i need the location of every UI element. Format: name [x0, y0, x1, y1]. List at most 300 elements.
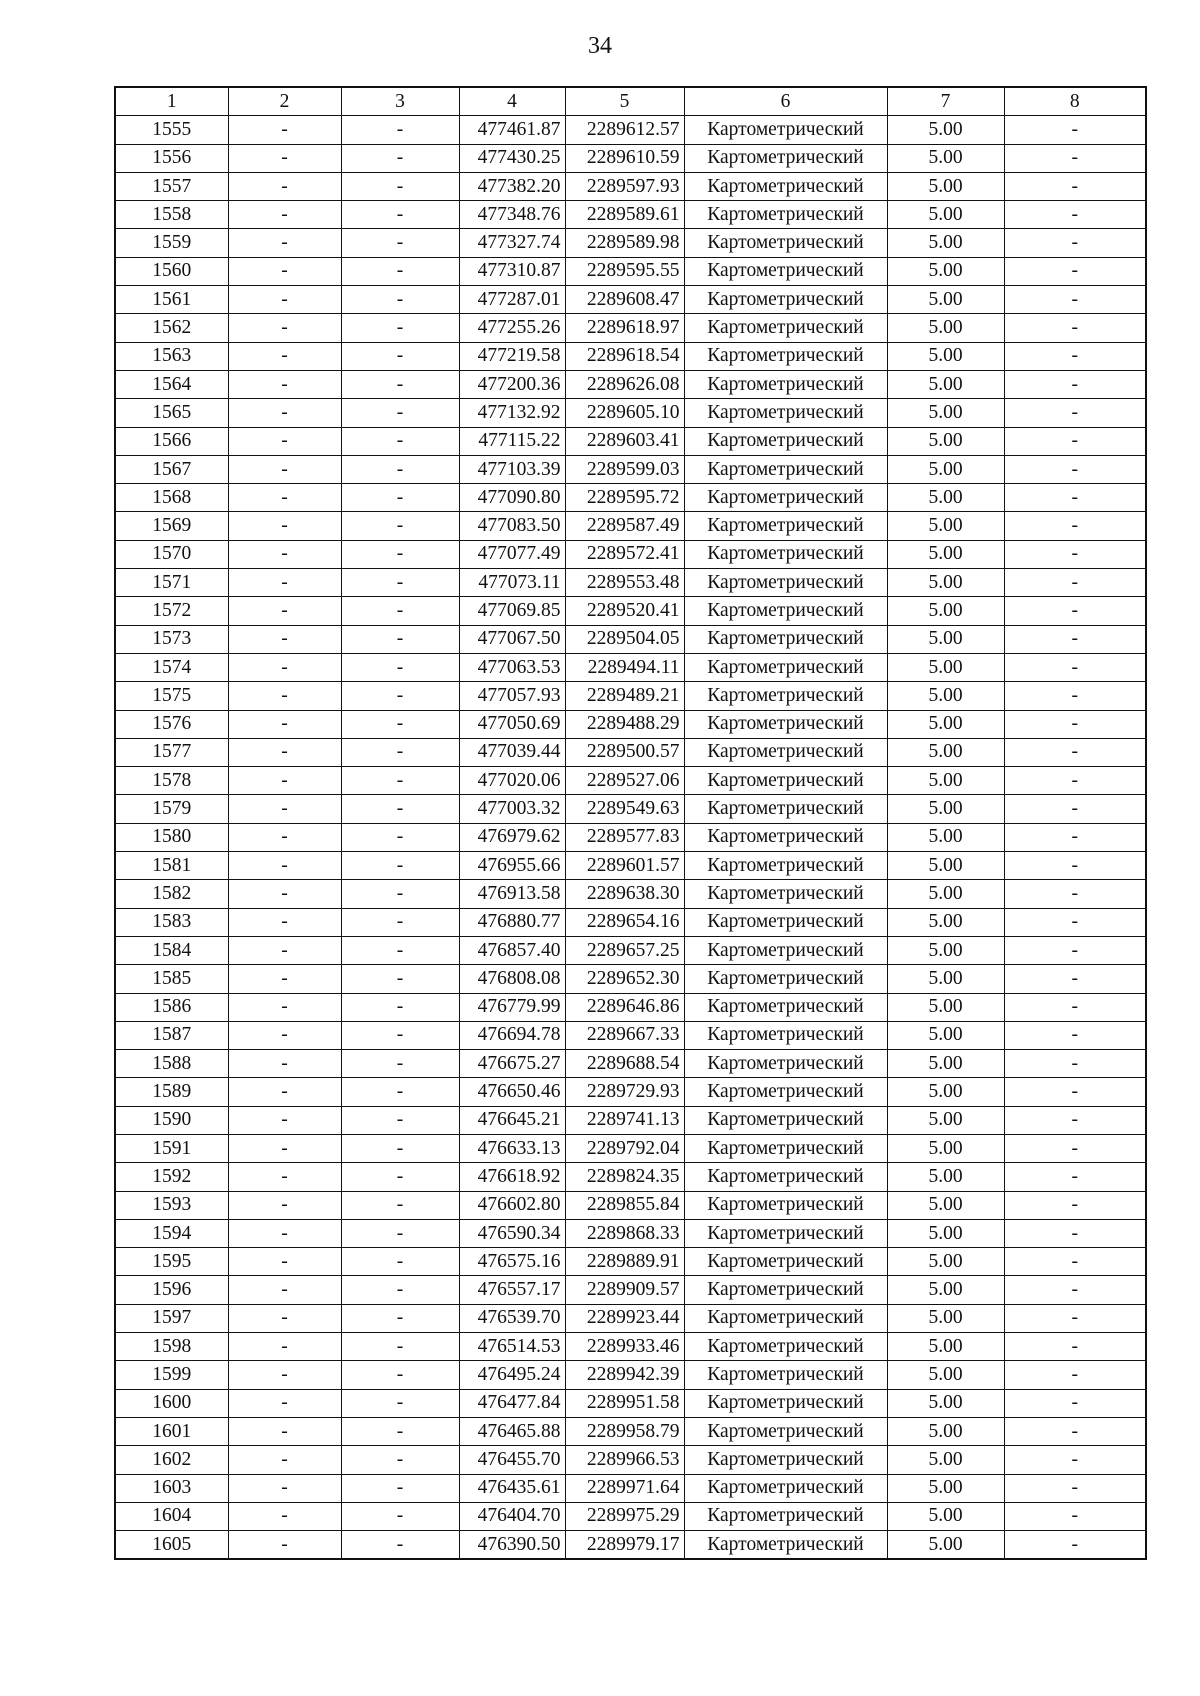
- col3-cell: -: [341, 852, 459, 880]
- col8-cell: -: [1004, 1021, 1146, 1049]
- point-number-cell: 1559: [115, 229, 228, 257]
- col3-cell: -: [341, 1191, 459, 1219]
- x-coordinate-cell: 477069.85: [459, 597, 565, 625]
- point-number-cell: 1574: [115, 653, 228, 681]
- col3-cell: -: [341, 1134, 459, 1162]
- table-body: [115, 116, 1146, 1560]
- point-number-cell: 1589: [115, 1078, 228, 1106]
- accuracy-cell: 5.00: [887, 455, 1004, 483]
- method-cell: Картометрический: [684, 710, 887, 738]
- col3-cell: -: [341, 314, 459, 342]
- point-number-cell: 1594: [115, 1219, 228, 1247]
- col3-cell: -: [341, 1276, 459, 1304]
- table-row: [115, 399, 1146, 427]
- accuracy-cell: 5.00: [887, 1050, 1004, 1078]
- accuracy-cell: 5.00: [887, 1304, 1004, 1332]
- col2-cell: -: [228, 682, 341, 710]
- table-row: [115, 993, 1146, 1021]
- method-cell: Картометрический: [684, 993, 887, 1021]
- y-coordinate-cell: 2289589.61: [565, 201, 684, 229]
- x-coordinate-cell: 477327.74: [459, 229, 565, 257]
- accuracy-cell: 5.00: [887, 1502, 1004, 1530]
- col2-cell: -: [228, 1276, 341, 1304]
- column-header-2: 2: [228, 87, 341, 116]
- y-coordinate-cell: 2289587.49: [565, 512, 684, 540]
- col3-cell: -: [341, 1417, 459, 1445]
- method-cell: Картометрический: [684, 936, 887, 964]
- point-number-cell: 1597: [115, 1304, 228, 1332]
- col3-cell: -: [341, 1474, 459, 1502]
- y-coordinate-cell: 2289638.30: [565, 880, 684, 908]
- point-number-cell: 1580: [115, 823, 228, 851]
- x-coordinate-cell: 477083.50: [459, 512, 565, 540]
- y-coordinate-cell: 2289597.93: [565, 172, 684, 200]
- col2-cell: -: [228, 993, 341, 1021]
- method-cell: Картометрический: [684, 512, 887, 540]
- table-row: [115, 257, 1146, 285]
- accuracy-cell: 5.00: [887, 653, 1004, 681]
- col2-cell: -: [228, 512, 341, 540]
- accuracy-cell: 5.00: [887, 116, 1004, 144]
- col3-cell: -: [341, 625, 459, 653]
- point-number-cell: 1562: [115, 314, 228, 342]
- col8-cell: -: [1004, 1333, 1146, 1361]
- col3-cell: -: [341, 1106, 459, 1134]
- col2-cell: -: [228, 314, 341, 342]
- accuracy-cell: 5.00: [887, 399, 1004, 427]
- col3-cell: -: [341, 823, 459, 851]
- col3-cell: -: [341, 1446, 459, 1474]
- col2-cell: -: [228, 455, 341, 483]
- x-coordinate-cell: 476465.88: [459, 1417, 565, 1445]
- x-coordinate-cell: 476913.58: [459, 880, 565, 908]
- y-coordinate-cell: 2289608.47: [565, 286, 684, 314]
- table-row: [115, 965, 1146, 993]
- col2-cell: -: [228, 1304, 341, 1332]
- col2-cell: -: [228, 144, 341, 172]
- col8-cell: -: [1004, 1248, 1146, 1276]
- y-coordinate-cell: 2289618.54: [565, 342, 684, 370]
- x-coordinate-cell: 476575.16: [459, 1248, 565, 1276]
- col2-cell: -: [228, 767, 341, 795]
- point-number-cell: 1601: [115, 1417, 228, 1445]
- accuracy-cell: 5.00: [887, 427, 1004, 455]
- point-number-cell: 1582: [115, 880, 228, 908]
- x-coordinate-cell: 476455.70: [459, 1446, 565, 1474]
- point-number-cell: 1568: [115, 484, 228, 512]
- method-cell: Картометрический: [684, 1191, 887, 1219]
- point-number-cell: 1586: [115, 993, 228, 1021]
- method-cell: Картометрический: [684, 823, 887, 851]
- col8-cell: -: [1004, 1304, 1146, 1332]
- method-cell: Картометрический: [684, 1276, 887, 1304]
- col8-cell: -: [1004, 908, 1146, 936]
- col8-cell: -: [1004, 1106, 1146, 1134]
- col2-cell: -: [228, 1191, 341, 1219]
- x-coordinate-cell: 477090.80: [459, 484, 565, 512]
- column-header-4: 4: [459, 87, 565, 116]
- y-coordinate-cell: 2289605.10: [565, 399, 684, 427]
- point-number-cell: 1564: [115, 370, 228, 398]
- table-row: [115, 116, 1146, 144]
- col3-cell: -: [341, 993, 459, 1021]
- accuracy-cell: 5.00: [887, 1474, 1004, 1502]
- point-number-cell: 1573: [115, 625, 228, 653]
- accuracy-cell: 5.00: [887, 1361, 1004, 1389]
- point-number-cell: 1578: [115, 767, 228, 795]
- point-number-cell: 1561: [115, 286, 228, 314]
- col8-cell: -: [1004, 653, 1146, 681]
- method-cell: Картометрический: [684, 1502, 887, 1530]
- table-row: [115, 1134, 1146, 1162]
- table-row: [115, 1191, 1146, 1219]
- col3-cell: -: [341, 370, 459, 398]
- header-row: [115, 87, 1146, 116]
- col2-cell: -: [228, 370, 341, 398]
- col8-cell: -: [1004, 1276, 1146, 1304]
- y-coordinate-cell: 2289603.41: [565, 427, 684, 455]
- method-cell: Картометрический: [684, 1021, 887, 1049]
- accuracy-cell: 5.00: [887, 484, 1004, 512]
- x-coordinate-cell: 476539.70: [459, 1304, 565, 1332]
- method-cell: Картометрический: [684, 342, 887, 370]
- table-row: [115, 144, 1146, 172]
- table-row: [115, 823, 1146, 851]
- col2-cell: -: [228, 1078, 341, 1106]
- y-coordinate-cell: 2289966.53: [565, 1446, 684, 1474]
- method-cell: Картометрический: [684, 1389, 887, 1417]
- accuracy-cell: 5.00: [887, 1191, 1004, 1219]
- col8-cell: -: [1004, 1417, 1146, 1445]
- col8-cell: -: [1004, 738, 1146, 766]
- method-cell: Картометрический: [684, 1219, 887, 1247]
- point-number-cell: 1593: [115, 1191, 228, 1219]
- point-number-cell: 1572: [115, 597, 228, 625]
- x-coordinate-cell: 477132.92: [459, 399, 565, 427]
- method-cell: Картометрический: [684, 540, 887, 568]
- col8-cell: -: [1004, 1502, 1146, 1530]
- y-coordinate-cell: 2289527.06: [565, 767, 684, 795]
- col8-cell: -: [1004, 1531, 1146, 1560]
- point-number-cell: 1555: [115, 116, 228, 144]
- method-cell: Картометрический: [684, 625, 887, 653]
- table-row: [115, 1417, 1146, 1445]
- col3-cell: -: [341, 965, 459, 993]
- point-number-cell: 1575: [115, 682, 228, 710]
- col8-cell: -: [1004, 1050, 1146, 1078]
- col3-cell: -: [341, 257, 459, 285]
- col8-cell: -: [1004, 880, 1146, 908]
- method-cell: Картометрический: [684, 1531, 887, 1560]
- y-coordinate-cell: 2289909.57: [565, 1276, 684, 1304]
- table-row: [115, 795, 1146, 823]
- col8-cell: -: [1004, 427, 1146, 455]
- col8-cell: -: [1004, 172, 1146, 200]
- point-number-cell: 1560: [115, 257, 228, 285]
- y-coordinate-cell: 2289942.39: [565, 1361, 684, 1389]
- table-row: [115, 1446, 1146, 1474]
- col2-cell: -: [228, 484, 341, 512]
- point-number-cell: 1592: [115, 1163, 228, 1191]
- point-number-cell: 1605: [115, 1531, 228, 1560]
- point-number-cell: 1599: [115, 1361, 228, 1389]
- col2-cell: -: [228, 201, 341, 229]
- method-cell: Картометрический: [684, 1361, 887, 1389]
- col3-cell: -: [341, 767, 459, 795]
- col3-cell: -: [341, 880, 459, 908]
- x-coordinate-cell: 477077.49: [459, 540, 565, 568]
- col8-cell: -: [1004, 370, 1146, 398]
- accuracy-cell: 5.00: [887, 625, 1004, 653]
- method-cell: Картометрический: [684, 795, 887, 823]
- col2-cell: -: [228, 116, 341, 144]
- col2-cell: -: [228, 342, 341, 370]
- col8-cell: -: [1004, 257, 1146, 285]
- method-cell: Картометрический: [684, 1106, 887, 1134]
- point-number-cell: 1600: [115, 1389, 228, 1417]
- table-row: [115, 1078, 1146, 1106]
- point-number-cell: 1579: [115, 795, 228, 823]
- col3-cell: -: [341, 342, 459, 370]
- table-row: [115, 1248, 1146, 1276]
- x-coordinate-cell: 477063.53: [459, 653, 565, 681]
- col8-cell: -: [1004, 1361, 1146, 1389]
- col2-cell: -: [228, 965, 341, 993]
- col8-cell: -: [1004, 682, 1146, 710]
- x-coordinate-cell: 477039.44: [459, 738, 565, 766]
- col8-cell: -: [1004, 597, 1146, 625]
- col2-cell: -: [228, 795, 341, 823]
- y-coordinate-cell: 2289868.33: [565, 1219, 684, 1247]
- point-number-cell: 1581: [115, 852, 228, 880]
- table-row: [115, 1502, 1146, 1530]
- point-number-cell: 1557: [115, 172, 228, 200]
- col3-cell: -: [341, 1304, 459, 1332]
- point-number-cell: 1598: [115, 1333, 228, 1361]
- y-coordinate-cell: 2289618.97: [565, 314, 684, 342]
- col8-cell: -: [1004, 1446, 1146, 1474]
- col3-cell: -: [341, 1078, 459, 1106]
- col2-cell: -: [228, 653, 341, 681]
- col3-cell: -: [341, 597, 459, 625]
- accuracy-cell: 5.00: [887, 710, 1004, 738]
- method-cell: Картометрический: [684, 427, 887, 455]
- table-row: [115, 229, 1146, 257]
- x-coordinate-cell: 476618.92: [459, 1163, 565, 1191]
- point-number-cell: 1604: [115, 1502, 228, 1530]
- col2-cell: -: [228, 257, 341, 285]
- method-cell: Картометрический: [684, 1163, 887, 1191]
- column-header-7: 7: [887, 87, 1004, 116]
- col3-cell: -: [341, 738, 459, 766]
- y-coordinate-cell: 2289500.57: [565, 738, 684, 766]
- col8-cell: -: [1004, 569, 1146, 597]
- table-row: [115, 427, 1146, 455]
- method-cell: Картометрический: [684, 229, 887, 257]
- col2-cell: -: [228, 738, 341, 766]
- x-coordinate-cell: 476390.50: [459, 1531, 565, 1560]
- table-row: [115, 370, 1146, 398]
- method-cell: Картометрический: [684, 399, 887, 427]
- table-row: [115, 1219, 1146, 1247]
- y-coordinate-cell: 2289626.08: [565, 370, 684, 398]
- col2-cell: -: [228, 1163, 341, 1191]
- table-row: [115, 1163, 1146, 1191]
- point-number-cell: 1566: [115, 427, 228, 455]
- point-number-cell: 1558: [115, 201, 228, 229]
- y-coordinate-cell: 2289610.59: [565, 144, 684, 172]
- col3-cell: -: [341, 653, 459, 681]
- method-cell: Картометрический: [684, 172, 887, 200]
- table-row: [115, 1389, 1146, 1417]
- accuracy-cell: 5.00: [887, 936, 1004, 964]
- col3-cell: -: [341, 427, 459, 455]
- table-row: [115, 512, 1146, 540]
- col3-cell: -: [341, 201, 459, 229]
- col2-cell: -: [228, 1106, 341, 1134]
- col3-cell: -: [341, 455, 459, 483]
- accuracy-cell: 5.00: [887, 767, 1004, 795]
- x-coordinate-cell: 477348.76: [459, 201, 565, 229]
- col3-cell: -: [341, 795, 459, 823]
- accuracy-cell: 5.00: [887, 1021, 1004, 1049]
- col3-cell: -: [341, 116, 459, 144]
- col8-cell: -: [1004, 936, 1146, 964]
- table-row: [115, 1531, 1146, 1560]
- x-coordinate-cell: 477067.50: [459, 625, 565, 653]
- x-coordinate-cell: 476404.70: [459, 1502, 565, 1530]
- col3-cell: -: [341, 1021, 459, 1049]
- col8-cell: -: [1004, 512, 1146, 540]
- col2-cell: -: [228, 1333, 341, 1361]
- point-number-cell: 1570: [115, 540, 228, 568]
- col2-cell: -: [228, 569, 341, 597]
- column-header-8: 8: [1004, 87, 1146, 116]
- table-row: [115, 1021, 1146, 1049]
- x-coordinate-cell: 476557.17: [459, 1276, 565, 1304]
- col8-cell: -: [1004, 314, 1146, 342]
- y-coordinate-cell: 2289971.64: [565, 1474, 684, 1502]
- x-coordinate-cell: 477003.32: [459, 795, 565, 823]
- method-cell: Картометрический: [684, 370, 887, 398]
- y-coordinate-cell: 2289595.55: [565, 257, 684, 285]
- table-row: [115, 682, 1146, 710]
- col8-cell: -: [1004, 455, 1146, 483]
- method-cell: Картометрический: [684, 653, 887, 681]
- table-row: [115, 286, 1146, 314]
- method-cell: Картометрический: [684, 144, 887, 172]
- x-coordinate-cell: 476495.24: [459, 1361, 565, 1389]
- x-coordinate-cell: 476694.78: [459, 1021, 565, 1049]
- method-cell: Картометрический: [684, 1333, 887, 1361]
- col8-cell: -: [1004, 540, 1146, 568]
- y-coordinate-cell: 2289646.86: [565, 993, 684, 1021]
- x-coordinate-cell: 476955.66: [459, 852, 565, 880]
- col8-cell: -: [1004, 823, 1146, 851]
- method-cell: Картометрический: [684, 201, 887, 229]
- point-number-cell: 1588: [115, 1050, 228, 1078]
- col2-cell: -: [228, 852, 341, 880]
- point-number-cell: 1576: [115, 710, 228, 738]
- x-coordinate-cell: 477430.25: [459, 144, 565, 172]
- page-number: 34: [588, 33, 612, 59]
- point-number-cell: 1585: [115, 965, 228, 993]
- point-number-cell: 1590: [115, 1106, 228, 1134]
- y-coordinate-cell: 2289792.04: [565, 1134, 684, 1162]
- col2-cell: -: [228, 597, 341, 625]
- point-number-cell: 1583: [115, 908, 228, 936]
- table-row: [115, 314, 1146, 342]
- x-coordinate-cell: 476808.08: [459, 965, 565, 993]
- y-coordinate-cell: 2289979.17: [565, 1531, 684, 1560]
- accuracy-cell: 5.00: [887, 229, 1004, 257]
- col3-cell: -: [341, 908, 459, 936]
- method-cell: Картометрический: [684, 597, 887, 625]
- y-coordinate-cell: 2289951.58: [565, 1389, 684, 1417]
- point-number-cell: 1571: [115, 569, 228, 597]
- col2-cell: -: [228, 625, 341, 653]
- col2-cell: -: [228, 880, 341, 908]
- col8-cell: -: [1004, 1163, 1146, 1191]
- accuracy-cell: 5.00: [887, 1446, 1004, 1474]
- y-coordinate-cell: 2289667.33: [565, 1021, 684, 1049]
- col2-cell: -: [228, 427, 341, 455]
- col8-cell: -: [1004, 201, 1146, 229]
- y-coordinate-cell: 2289494.11: [565, 653, 684, 681]
- x-coordinate-cell: 477255.26: [459, 314, 565, 342]
- table-row: [115, 936, 1146, 964]
- x-coordinate-cell: 477115.22: [459, 427, 565, 455]
- y-coordinate-cell: 2289577.83: [565, 823, 684, 851]
- x-coordinate-cell: 476675.27: [459, 1050, 565, 1078]
- col8-cell: -: [1004, 852, 1146, 880]
- table-row: [115, 484, 1146, 512]
- method-cell: Картометрический: [684, 965, 887, 993]
- col8-cell: -: [1004, 1474, 1146, 1502]
- y-coordinate-cell: 2289729.93: [565, 1078, 684, 1106]
- accuracy-cell: 5.00: [887, 342, 1004, 370]
- x-coordinate-cell: 476435.61: [459, 1474, 565, 1502]
- method-cell: Картометрический: [684, 880, 887, 908]
- y-coordinate-cell: 2289855.84: [565, 1191, 684, 1219]
- col3-cell: -: [341, 682, 459, 710]
- col3-cell: -: [341, 936, 459, 964]
- x-coordinate-cell: 476477.84: [459, 1389, 565, 1417]
- col3-cell: -: [341, 1050, 459, 1078]
- method-cell: Картометрический: [684, 484, 887, 512]
- x-coordinate-cell: 476514.53: [459, 1333, 565, 1361]
- accuracy-cell: 5.00: [887, 1333, 1004, 1361]
- x-coordinate-cell: 476602.80: [459, 1191, 565, 1219]
- accuracy-cell: 5.00: [887, 144, 1004, 172]
- col2-cell: -: [228, 936, 341, 964]
- x-coordinate-cell: 476857.40: [459, 936, 565, 964]
- col3-cell: -: [341, 144, 459, 172]
- col3-cell: -: [341, 1333, 459, 1361]
- accuracy-cell: 5.00: [887, 1389, 1004, 1417]
- accuracy-cell: 5.00: [887, 1219, 1004, 1247]
- accuracy-cell: 5.00: [887, 880, 1004, 908]
- col3-cell: -: [341, 172, 459, 200]
- table-row: [115, 908, 1146, 936]
- x-coordinate-cell: 476645.21: [459, 1106, 565, 1134]
- x-coordinate-cell: 476979.62: [459, 823, 565, 851]
- col8-cell: -: [1004, 286, 1146, 314]
- col3-cell: -: [341, 229, 459, 257]
- table-row: [115, 1361, 1146, 1389]
- col8-cell: -: [1004, 767, 1146, 795]
- y-coordinate-cell: 2289589.98: [565, 229, 684, 257]
